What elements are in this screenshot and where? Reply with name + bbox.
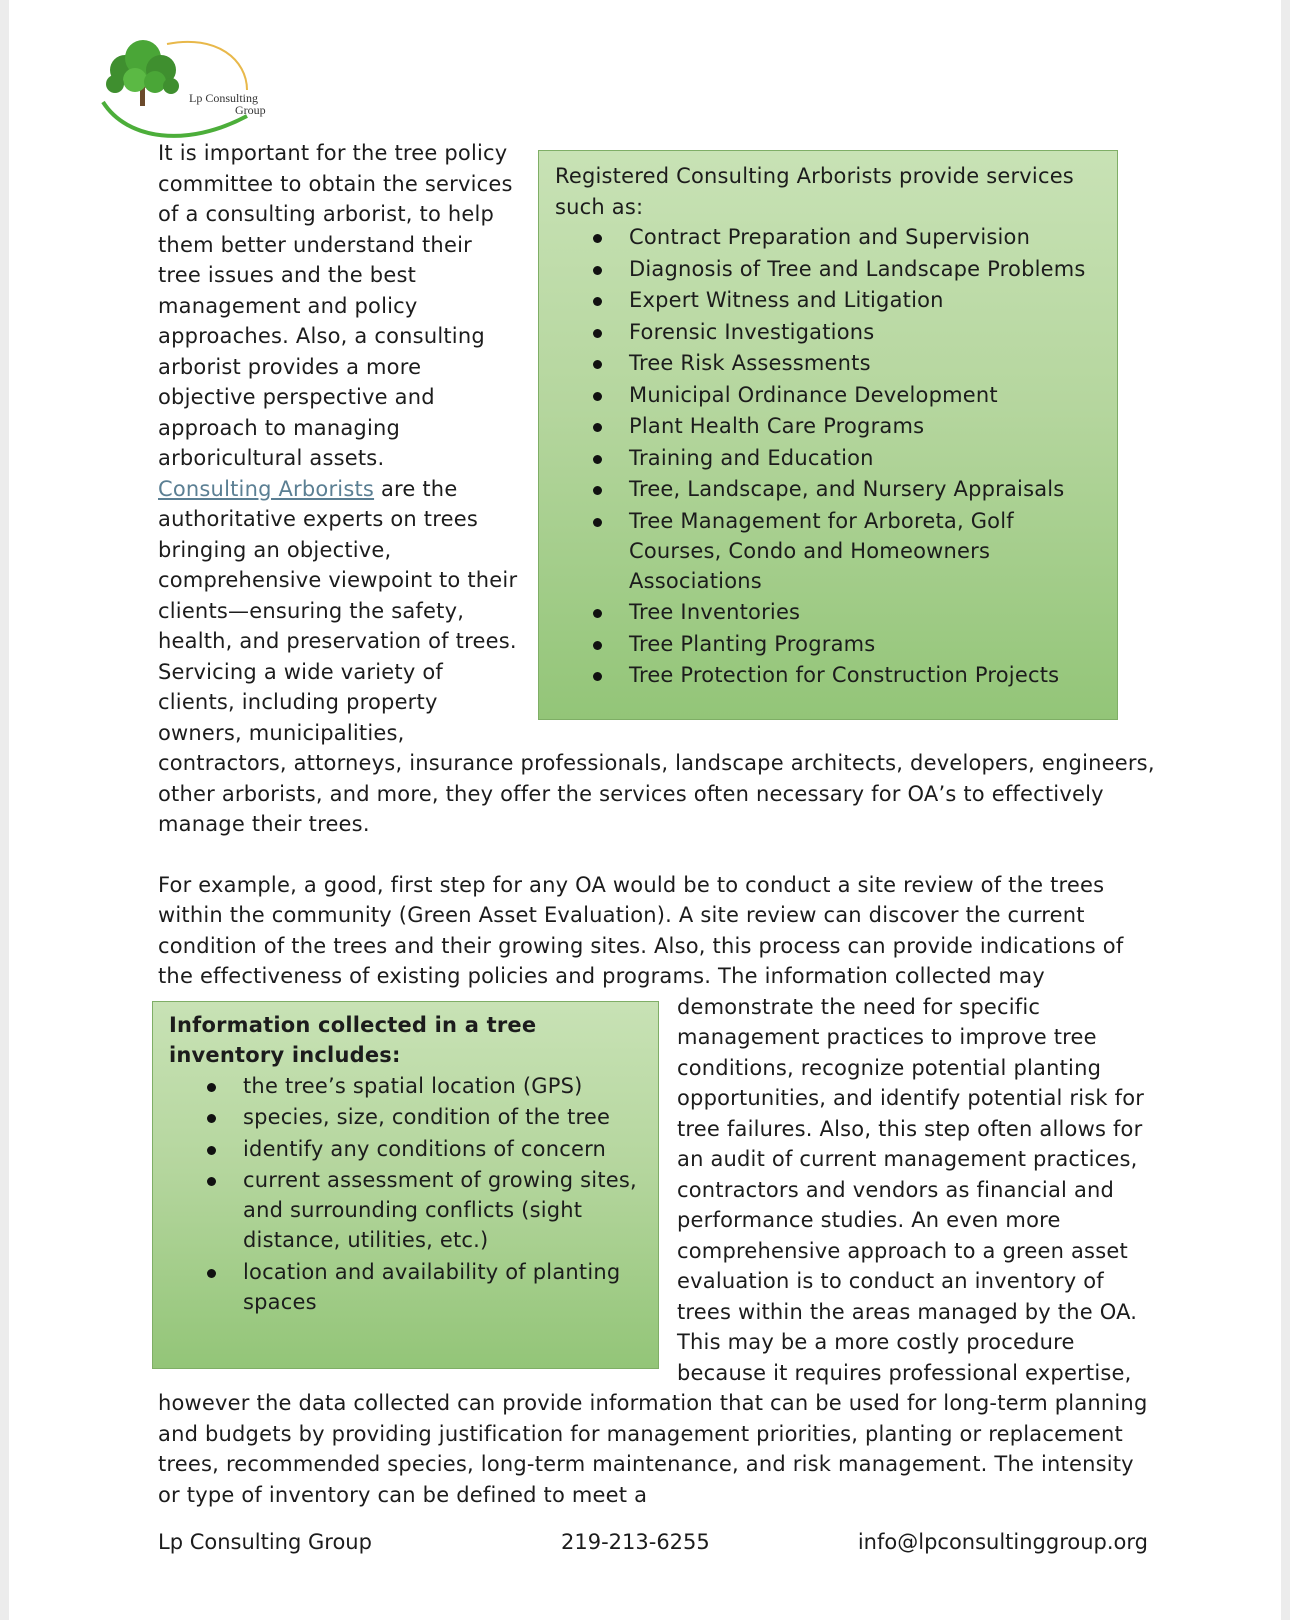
list-item: Diagnosis of Tree and Landscape Problems <box>555 254 1101 284</box>
list-item: Contract Preparation and Supervision <box>555 222 1101 252</box>
paragraph-gap <box>158 840 1158 870</box>
consulting-arborists-link[interactable]: Consulting Arborists <box>158 476 375 501</box>
list-item: Training and Education <box>555 443 1101 473</box>
example-text-part: demonstrate the need for specific management practices to improve tree conditions, recognize potential planting opportunities, and identify potential risk for tree failures. Also, this step often allows for an audit of current management practices, contractors and vendors as financial and performance studies. An even more comprehensive approach to a green asset evaluation is to conduct an inventory of trees within the areas managed by the OA. This may be a more costly procedure because it requires professional expertise, however the data collected can provide information that can be used for long-term planning and budgets by providing justification for management priorities, planting or replacement trees, recommended species, long-term maintenance, and risk management. The intensity or type of inventory can be defined to meet a <box>158 994 1148 1507</box>
footer-company: Lp Consulting Group <box>158 1530 372 1554</box>
list-item: Tree Protection for Construction Projects <box>555 660 1101 690</box>
intro-paragraph: It is important for the tree policy committee to obtain the services of a consulting arborist, to help them better understand their tree issues and the best management and policy approaches. Also, a consulting arborist provides a more objective perspective and approach to managing arboricultural assets. <box>158 141 513 470</box>
list-item: Forensic Investigations <box>555 317 1101 347</box>
footer-email[interactable]: info@lpconsultinggroup.org <box>857 1530 1148 1554</box>
svg-text:Group: Group <box>235 103 266 117</box>
inventory-list <box>169 1071 642 1317</box>
list-item: Tree Planting Programs <box>555 629 1101 659</box>
list-item: Plant Health Care Programs <box>555 411 1101 441</box>
services-box <box>538 150 1118 720</box>
tree-logo-icon <box>97 30 297 150</box>
consulting-arborists-text: are the authoritative experts on trees bringing an objective, comprehensive viewpoint to their clients—ensuring the safety, health, and preservation of trees. Servicing a wide variety of clients, including property owners, municipalities, contractors, attorneys, insurance professionals, landscape architects, developers, engineers, other arborists, and more, they offer the services often necessary for OA’s to effectively manage their trees. <box>158 476 1155 836</box>
services-heading: Registered Consulting Arborists provide services such as: <box>555 164 1074 219</box>
example-text-part: For example, a good, first step for any OA would be to conduct a site review of the trees within the community (Green Asset Evaluation). A site review can discover the current condition of the trees and their growing sites. Also, this process can provide indications of the effectiveness of existing policies and programs. The information collected may <box>158 872 1124 988</box>
list-item: Tree Inventories <box>555 597 1101 627</box>
svg-text:Lp Consulting: Lp Consulting <box>189 91 259 105</box>
list-item: Expert Witness and Litigation <box>555 285 1101 315</box>
list-item: species, size, condition of the tree <box>169 1102 642 1132</box>
example-paragraph <box>158 870 1158 1511</box>
footer-phone: 219-213-6255 <box>561 1530 710 1554</box>
services-list <box>555 222 1101 690</box>
list-item: Municipal Ordinance Development <box>555 380 1101 410</box>
list-item: Tree Management for Arboreta, Golf Courses, Condo and Homeowners Associations <box>555 506 1101 596</box>
main-content <box>158 138 1158 1510</box>
list-item: the tree’s spatial location (GPS) <box>169 1071 642 1101</box>
footer <box>158 1530 1148 1562</box>
inventory-heading: Information collected in a tree inventory includes: <box>169 1012 537 1067</box>
inventory-box <box>152 1001 659 1369</box>
list-item: Tree, Landscape, and Nursery Appraisals <box>555 474 1101 504</box>
list-item: Tree Risk Assessments <box>555 348 1101 378</box>
company-logo <box>97 30 297 150</box>
list-item: identify any conditions of concern <box>169 1134 642 1164</box>
document-page <box>9 0 1281 1620</box>
list-item: location and availability of planting spaces <box>169 1257 642 1317</box>
list-item: current assessment of growing sites, and surrounding conflicts (sight distance, utilities, etc.) <box>169 1165 642 1255</box>
